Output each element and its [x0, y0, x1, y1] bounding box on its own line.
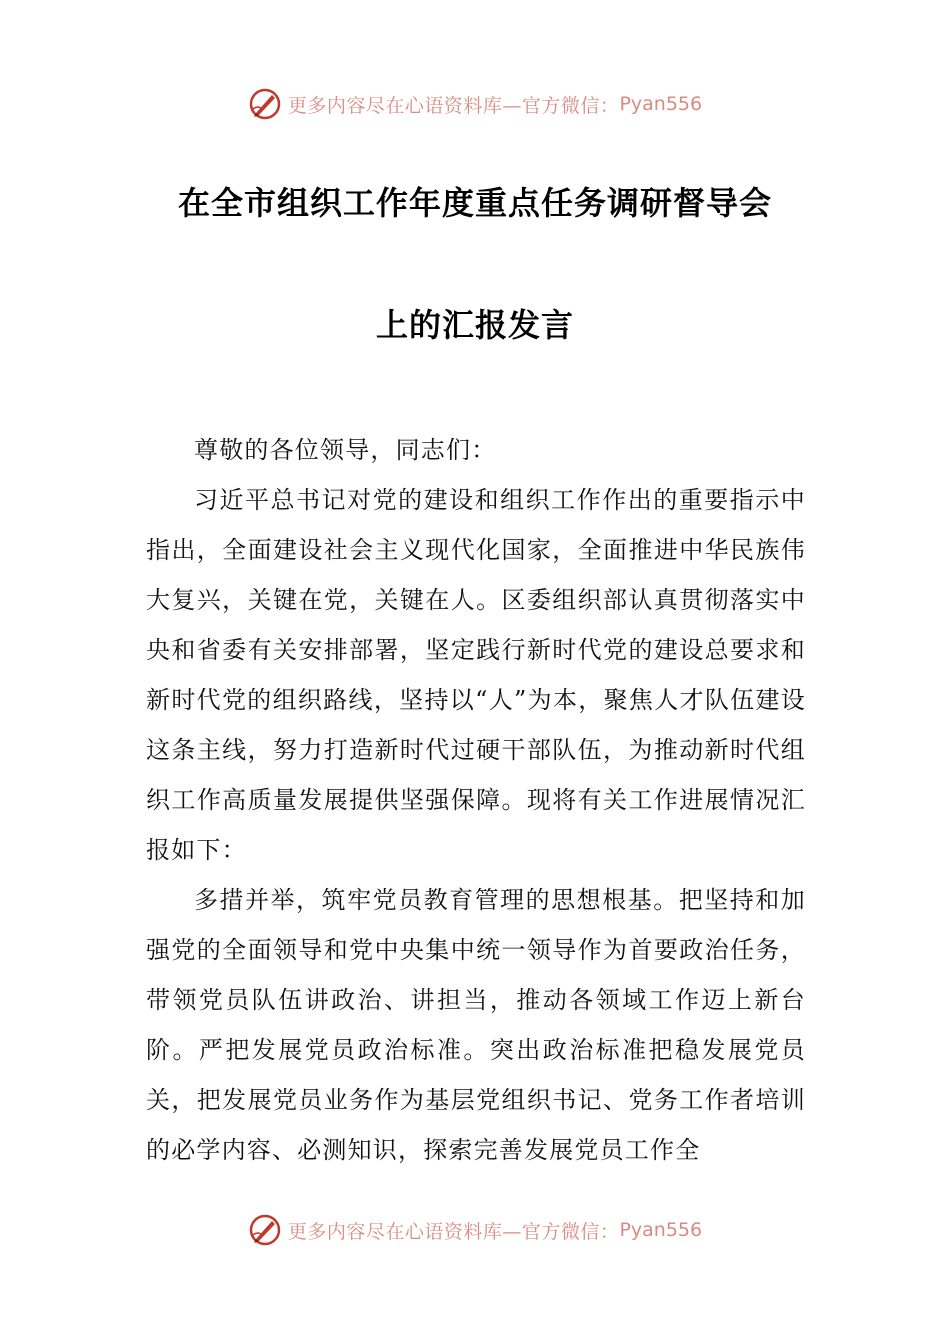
header-watermark: [0, 84, 950, 124]
document-body: [146, 425, 806, 1175]
watermark-text: 更多内容尽在心语资料库—: [287, 1220, 522, 1243]
watermark-wechat-id: Pyan556: [619, 93, 703, 115]
footer-watermark: [0, 1210, 950, 1250]
paragraph-2: 多措并举，筑牢党员教育管理的思想根基。把坚持和加强党的全面领导和党中央集中统一领导作为首要政治任务，带领党员队伍讲政治、讲担当，推动各领域工作迈上新台阶。严把发展党员政治标准。突出政治标准把稳发展党员关，把发展党员业务作为基层党组织书记、党务工作者培训的必学内容、必测知识，探索完善发展党员工作全: [146, 886, 806, 1164]
watermark-label: 官方微信：: [521, 1220, 620, 1243]
pen-logo-icon: [248, 87, 282, 121]
watermark-wechat-id: Pyan556: [619, 1219, 703, 1241]
document-title-line-2: 上的汇报发言: [375, 306, 574, 344]
document-title-line-1: 在全市组织工作年度重点任务调研督导会: [177, 184, 772, 222]
paragraph-1: 习近平总书记对党的建设和组织工作作出的重要指示中指出，全面建设社会主义现代化国家，全面推进中华民族伟大复兴，关键在党，关键在人。区委组织部认真贯彻落实中央和省委有关安排部署，坚定践行新时代党的建设总要求和新时代党的组织路线，坚持以“人”为本，聚焦人才队伍建设这条主线，努力打造新时代过硬干部队伍，为推动新时代组织工作高质量发展提供坚强保障。现将有关工作进展情况汇报如下：: [146, 486, 806, 864]
watermark-text: 更多内容尽在心语资料库—: [287, 94, 522, 117]
greeting: 尊敬的各位领导，同志们：: [194, 436, 497, 464]
watermark-label: 官方微信：: [521, 94, 620, 117]
pen-logo-icon: [248, 1213, 282, 1247]
